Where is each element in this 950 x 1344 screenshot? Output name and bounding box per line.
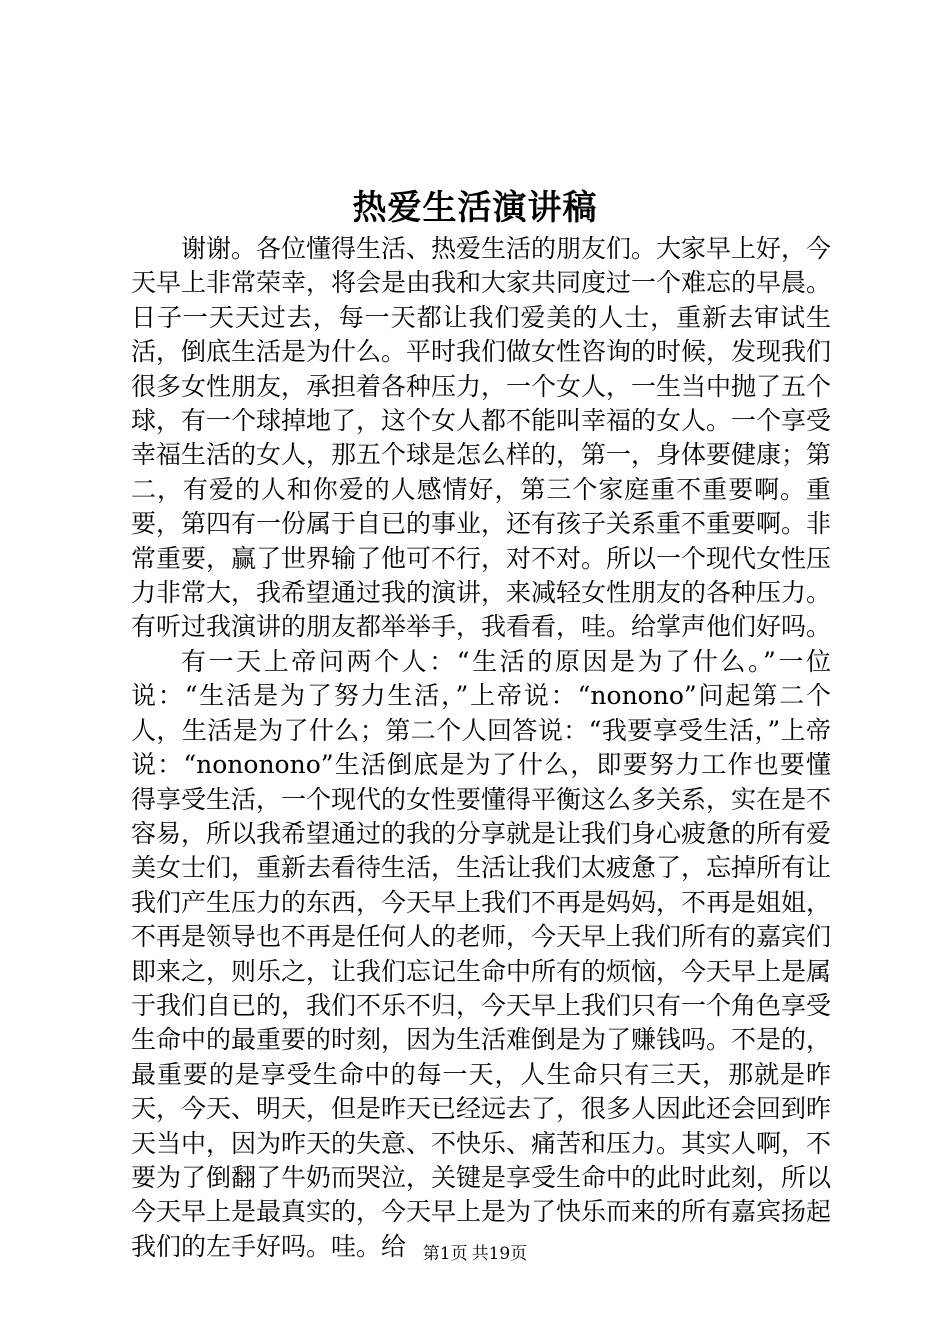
paragraph-2: 有一天上帝问两个人：“生活的原因是为了什么。”一位说：“生活是为了努力生活，”上帝说：“nonono”问起第二个人，生活是为了什么；第二个人回答说：“我要享受生活，”上帝说：“nononono”生活倒底是为了什么，即要努力工作也要懂得享受生活，一个现代的女性要懂得平衡这么多关系，实在是不容易，所以我希望通过的我的分享就是让我们身心疲惫的所有爱美女士们，重新去看待生活，生活让我们太疲惫了，忘掉所有让我们产生压力的东西，今天早上我们不再是妈妈，不再是姐姐，不再是领导也不再是任何人的老师，今天早上我们所有的嘉宾们即来之，则乐之，让我们忘记生命中所有的烦恼，今天早上是属于我们自已的，我们不乐不归，今天早上我们只有一个角色享受生命中的最重要的时刻，因为生活难倒是为了赚钱吗。不是的，最重要的是享受生命中的每一天，人生命只有三天，那就是昨天，今天、明天，但是昨天已经远去了，很多人因此还会回到昨天当中，因为昨天的失意、不快乐、痛苦和压力。其实人啊，不要为了倒翻了牛奶而哭泣，关键是享受生命中的此时此刻，所以今天早上是最真实的，今天早上是为了快乐而来的所有嘉宾扬起我们的左手好吗。哇。给	[131, 646, 832, 1261]
paragraph-1: 谢谢。各位懂得生活、热爱生活的朋友们。大家早上好，今天早上非常荣幸，将会是由我和大家共同度过一个难忘的早晨。日子一天天过去，每一天都让我们爱美的人士，重新去审试生活，倒底生活是为什么。平时我们做女性咨询的时候，发现我们很多女性朋友，承担着各种压力，一个女人，一生当中抛了五个球，有一个球掉地了，这个女人都不能叫幸福的女人。一个享受幸福生活的女人，那五个球是怎么样的，第一，身体要健康；第二，有爱的人和你爱的人感情好，第三个家庭重不重要啊。重要，第四有一份属于自已的事业，还有孩子关系重不重要啊。非常重要，赢了世界输了他可不行，对不对。所以一个现代女性压力非常大，我希望通过我的演讲，来减轻女性朋友的各种压力。有听过我演讲的朋友都举举手，我看看，哇。给掌声他们好吗。	[131, 234, 832, 642]
document-body	[131, 232, 831, 1264]
page-footer	[0, 1242, 950, 1266]
page-total: 共19页	[471, 1244, 528, 1264]
document-title: 热爱生活演讲稿	[352, 188, 598, 228]
page-number: 第1页	[422, 1244, 468, 1264]
